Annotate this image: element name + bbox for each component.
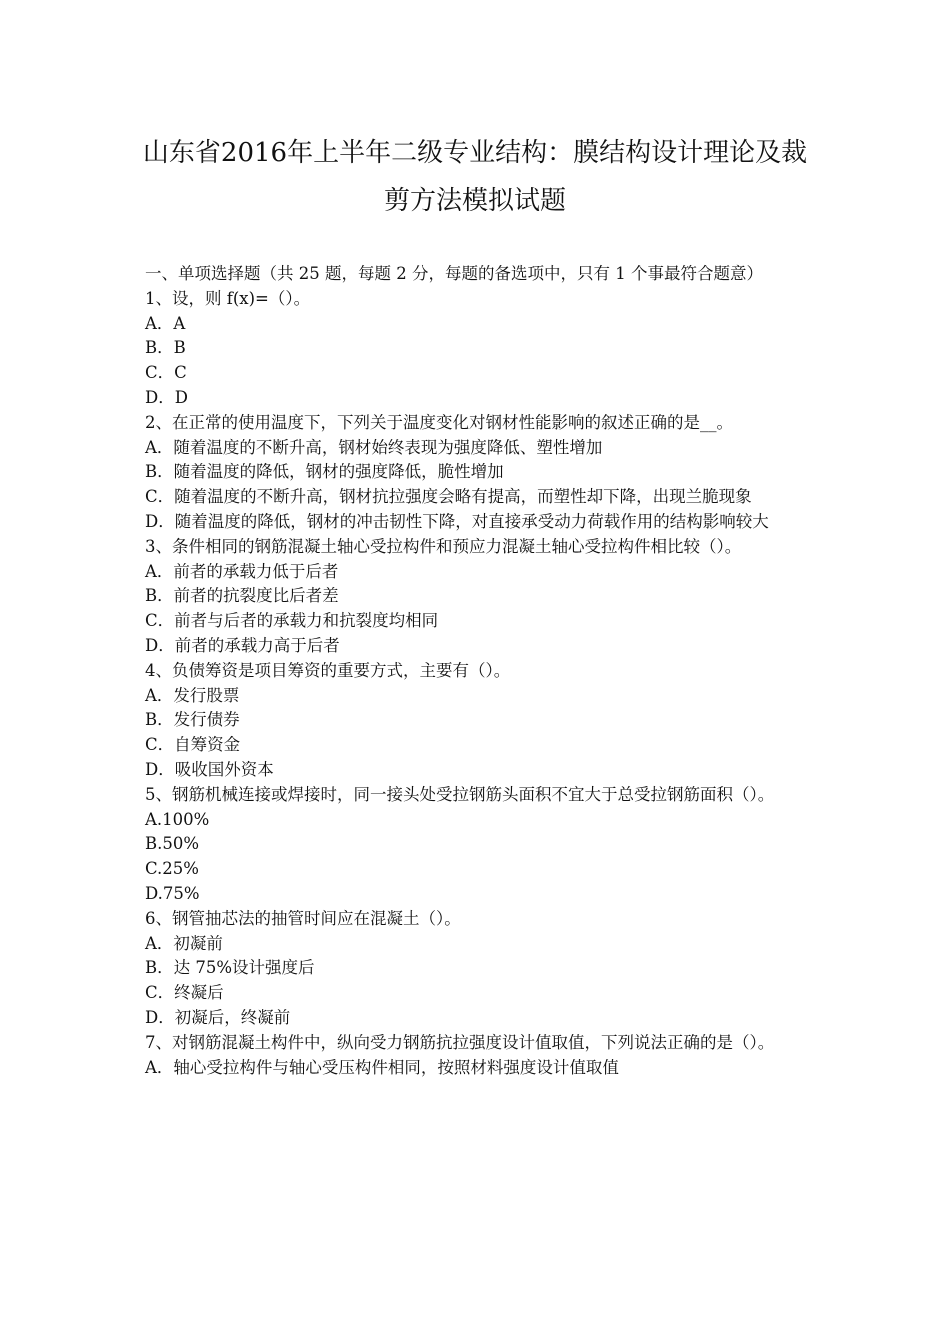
question-5-option-c: C.25% [145,859,199,879]
question-1-option-d: D．D [145,387,188,407]
question-6-stem: 6、钢管抽芯法的抽管时间应在混凝土（）。 [145,908,461,928]
section-heading: 一、单项选择题（共 25 题，每题 2 分，每题的备选项中，只有 1 个事最符合题意） [145,264,763,283]
question-2-option-b: B．随着温度的降低，钢材的强度降低，脆性增加 [145,462,504,482]
question-7-option-a: A．轴心受拉构件与轴心受压构件相同，按照材料强度设计值取值 [145,1057,619,1077]
question-4-option-d: D．吸收国外资本 [145,759,274,779]
question-3-option-b: B．前者的抗裂度比后者差 [145,586,339,606]
question-6-option-b: B．达 75%设计强度后 [145,958,315,978]
question-7-stem: 7、对钢筋混凝土构件中，纵向受力钢筋抗拉强度设计值取值，下列说法正确的是（）。 [145,1032,775,1052]
question-6-option-a: A．初凝前 [145,933,223,953]
question-2-option-c: C．随着温度的不断升高，钢材抗拉强度会略有提高，而塑性却下降，出现兰脆现象 [145,487,752,507]
question-5-option-b: B.50% [145,834,200,854]
question-2-option-a: A．随着温度的不断升高，钢材始终表现为强度降低、塑性增加 [145,437,603,457]
question-3-option-a: A．前者的承载力低于后者 [145,561,339,581]
question-1-option-a: A．A [145,313,186,333]
question-6-option-d: D．初凝后，终凝前 [145,1007,291,1027]
question-2-option-d: D．随着温度的降低，钢材的冲击韧性下降，对直接承受动力荷载作用的结构影响较大 [145,511,769,531]
question-1-option-b: B．B [145,338,186,358]
question-4-option-c: C．自筹资金 [145,735,241,755]
question-6-option-c: C．终凝后 [145,983,224,1003]
question-2-stem: 2、在正常的使用温度下，下列关于温度变化对钢材性能影响的叙述正确的是__。 [145,412,733,432]
document-title-line-2: 剪方法模拟试题 [383,186,566,216]
document-body [145,262,810,1080]
question-5-option-a: A.100% [145,809,210,829]
question-3-option-d: D．前者的承载力高于后者 [145,635,340,655]
question-5-option-d: D.75% [145,883,200,903]
question-1-stem: 1、设，则 f(x)=（）。 [145,288,311,308]
question-4-stem: 4、负债筹资是项目筹资的重要方式，主要有（）。 [145,660,511,680]
question-1-option-c: C．C [145,363,187,383]
question-4-option-b: B．发行债券 [145,710,240,730]
document-title-line-1: 山东省2016年上半年二级专业结构：膜结构设计理论及裁 [142,138,808,168]
question-3-option-c: C．前者与后者的承载力和抗裂度均相同 [145,611,439,631]
question-3-stem: 3、条件相同的钢筋混凝土轴心受拉构件和预应力混凝土轴心受拉构件相比较（）。 [145,536,742,556]
question-5-stem: 5、钢筋机械连接或焊接时，同一接头处受拉钢筋头面积不宜大于总受拉钢筋面积（）。 [145,784,775,804]
question-4-option-a: A．发行股票 [145,685,240,705]
